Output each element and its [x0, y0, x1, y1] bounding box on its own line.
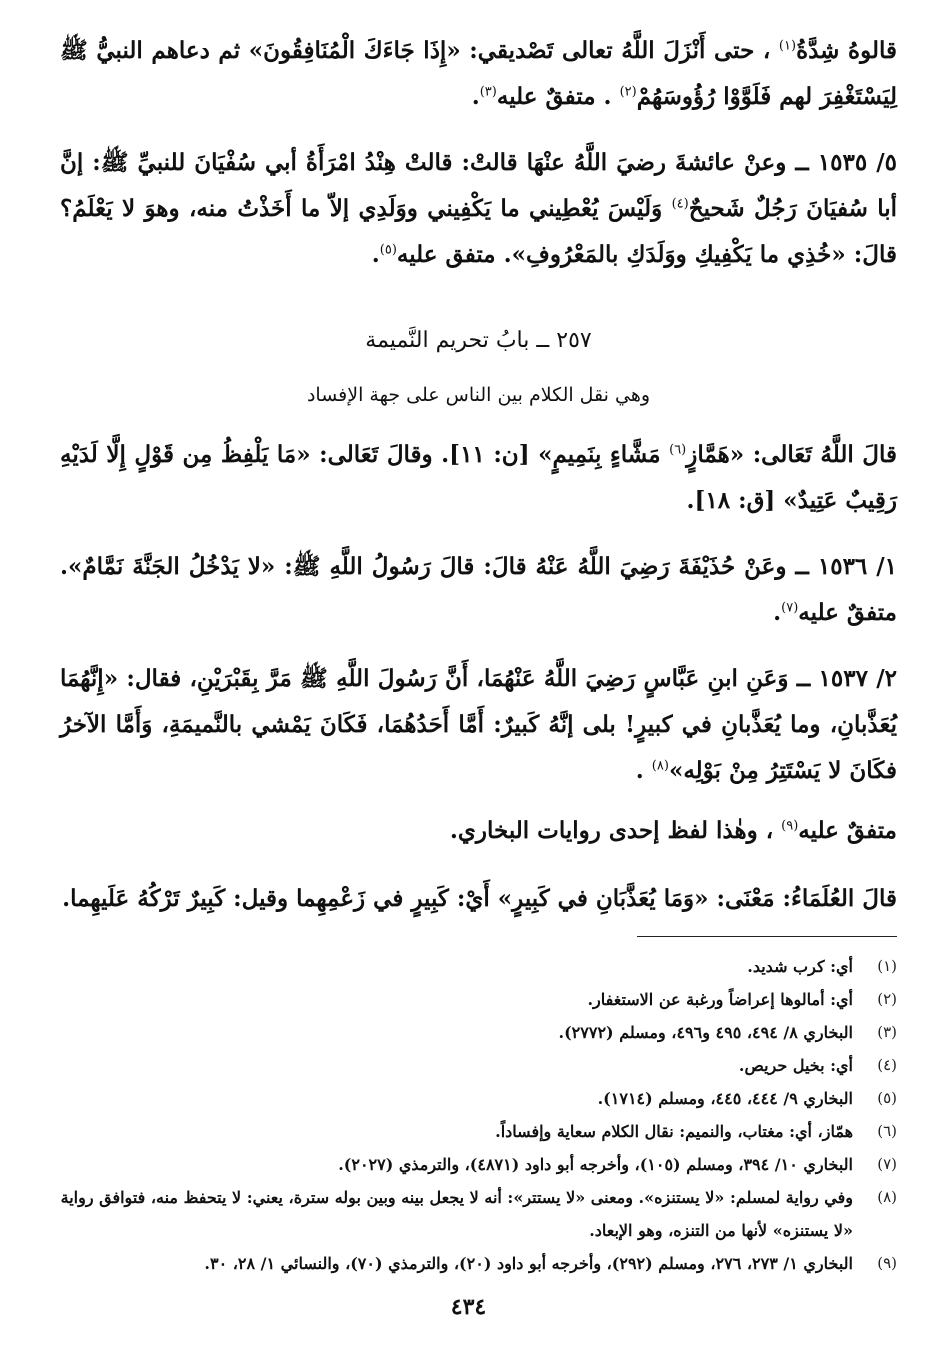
footnote-number: (٤) — [877, 1056, 897, 1074]
footnote-number: (٢) — [877, 990, 897, 1008]
paragraph-text: ، وهٰذا لفظ إحدى روايات البخاري. — [449, 817, 774, 844]
footnote-item — [60, 1148, 897, 1181]
paragraph-text: . — [635, 757, 644, 784]
footnote-marker: (١) — [778, 38, 797, 54]
paragraph-text: . متفقٌ عليه — [496, 83, 612, 110]
footnote-number: (٩) — [877, 1254, 897, 1272]
footnote-item — [60, 1016, 897, 1049]
footnote-marker: (٢) — [619, 84, 637, 100]
scholars-explanation-paragraph — [60, 876, 897, 922]
paragraph-text: ٥/ ١٥٣٥ ــ وعنْ عائشةَ رضيَ اللَّهُ عنْهَا قالتْ: قالتْ هِنْدُ امْرَأَةُ أبي سُفْيَانَ للنبيِّ ﷺ: إنَّ أبا سُفيَانَ رَجُلٌ شَحيحٌ — [60, 149, 898, 222]
footnote-item — [60, 1181, 897, 1247]
footnote-text: البخاري ٩/ ٤٤٤، ٤٤٥، ومسلم (١٧١٤). — [597, 1089, 853, 1108]
footnote-item — [60, 1082, 897, 1115]
hadith-1537-paragraph — [60, 656, 897, 794]
footnote-text: أي: كرب شديد. — [747, 957, 853, 976]
footnote-number: (٨) — [877, 1188, 897, 1206]
footnotes-list — [60, 950, 897, 1280]
chapter-heading: ٢٥٧ ــ بابُ تحريم النَّميمة — [365, 328, 592, 353]
hadith-continuation-paragraph — [60, 28, 897, 120]
attribution-paragraph — [60, 808, 897, 854]
paragraph-text: وَلَيْسَ يُعْطِيني ما يَكْفِيني ووَلَدِي إلاّ ما أَخَذْتُ منه، وهوَ لا يَعْلَمُ؟ قالَ: «خُذِي ما يَكْفِيكِ ووَلَدَكِ بالمَعْرُوفِ». متفق عليه — [60, 195, 897, 268]
footnote-item — [60, 1247, 897, 1280]
quran-verses-paragraph — [60, 432, 897, 524]
paragraph-text: قالَ العُلَمَاءُ: مَعْنَى: «وَمَا يُعَذَّبَانِ في كَبِيرٍ» أَيْ: كَبِيرٍ في زَعْمِهِما وقيل: كَبِيرٌ تَرْكُهُ عَلَيهِما. — [62, 885, 897, 912]
footnote-marker: (٧) — [781, 600, 799, 616]
footnote-marker: (٤) — [671, 196, 689, 212]
footnote-text: البخاري ١/ ٢٧٣، ٢٧٦، ومسلم (٢٩٢)، وأخرجه أبو داود (٢٠)، والترمذي (٧٠)، والنسائي ١/ ٢٨، ٣٠. — [204, 1254, 853, 1273]
footnote-marker: (٣) — [479, 84, 497, 100]
footnote-text: أي: أمالوها إعراضاً ورغبة عن الاستغفار. — [587, 990, 853, 1009]
chapter-subheading: وهي نقل الكلام بين الناس على جهة الإفساد — [306, 384, 651, 406]
footnote-marker: (٩) — [781, 818, 799, 834]
paragraph-text: ٢/ ١٥٣٧ ــ وَعَنِ ابنِ عَبَّاسٍ رَضِيَ اللَّهُ عَنْهُمَا، أَنَّ رَسُولَ اللَّهِ ﷺ مَرَّ بِقَبْرَيْنِ، فقال: «إِنَّهُمَا يُعَذَّبانِ، وما يُعَذَّبانِ في كبيرٍ! بلى إنَّهُ كَبيرٌ: أَمَّا أَحَدُهُمَا، فَكَانَ يَمْشي بالنَّميمَةِ، وَأَمَّا الآخرُ فكَانَ لا يَسْتَتِرُ مِنْ بَوْلِه» — [60, 665, 897, 784]
paragraph-text: . — [773, 599, 782, 626]
footnote-number: (٥) — [877, 1089, 897, 1107]
footnote-text: البخاري ١٠/ ٣٩٤، ومسلم (١٠٥)، وأخرجه أبو داود (٤٨٧١)، والترمذي (٢٠٢٧). — [338, 1155, 853, 1174]
footnote-marker: (٨) — [651, 758, 669, 774]
page-number: ٤٣٤ — [450, 1294, 487, 1320]
footnote-number: (٧) — [877, 1155, 897, 1173]
paragraph-text: ١/ ١٥٣٦ ــ وعَنْ حُذَيْفَةَ رَضِيَ اللَّهُ عَنْهُ قالَ: قالَ رَسُولُ اللَّهِ ﷺ: «لا يَدْخُلُ الجَنَّةَ نَمَّامٌ». متفقٌ عليه — [60, 553, 897, 626]
hadith-1536-paragraph — [60, 544, 897, 636]
footnote-marker: (٥) — [379, 242, 397, 258]
footnote-text: البخاري ٨/ ٤٩٤، ٤٩٥ و٤٩٦، ومسلم (٢٧٧٢). — [558, 1023, 853, 1042]
footnote-number: (٦) — [877, 1122, 897, 1140]
paragraph-text: ، حتى أَنْزَلَ اللَّهُ تعالى تَصْديقي: «إِذَا جَاءَكَ الْمُنَافِقُونَ» ثم دعاهم النبيُّ ﷺ لِيَسْتَغْفِرَ لهم فَلَوَّوْا رُؤُوسَهُمْ — [60, 37, 897, 110]
paragraph-text: مَشَّاءٍ بِنَمِيمٍ» [ن: ١١]. وقالَ تَعَالى: «مَا يَلْفِظُ مِن قَوْلٍ إِلَّا لَدَيْهِ رَقِيبٌ عَتِيدٌ» [ق: ١٨]. — [60, 441, 897, 514]
footnote-text: أي: بخيل حريص. — [738, 1056, 853, 1075]
footnote-marker: (٦) — [669, 442, 687, 458]
footnote-number: (١) — [877, 957, 897, 975]
paragraph-text: قالوهُ شِدَّةُ — [796, 37, 897, 64]
footnote-item — [60, 1115, 897, 1148]
footnote-item — [60, 950, 897, 983]
footnote-number: (٣) — [877, 1023, 897, 1041]
footnote-item — [60, 1049, 897, 1082]
hadith-1535-paragraph — [60, 140, 897, 278]
footnote-text: وفي رواية لمسلم: «لا يستنزه». ومعنى «لا يستتر»: أنه لا يجعل بينه وبين بوله سترة، يعني: لا يتحفظ منه، فتوافق رواية «لا يستنزه» لأنها من التنزه، وهو الإبعاد. — [60, 1188, 853, 1240]
footnote-item — [60, 983, 897, 1016]
footnote-divider — [637, 936, 897, 937]
paragraph-text: . — [471, 83, 480, 110]
paragraph-text: متفقٌ عليه — [798, 817, 897, 844]
paragraph-text: . — [371, 241, 380, 268]
paragraph-text: قالَ اللَّهُ تَعَالى: «هَمَّازٍ — [686, 441, 897, 468]
footnote-text: همّاز، أي: مغتاب، والنميم: نقال الكلام سعاية وإفساداً. — [495, 1122, 853, 1141]
